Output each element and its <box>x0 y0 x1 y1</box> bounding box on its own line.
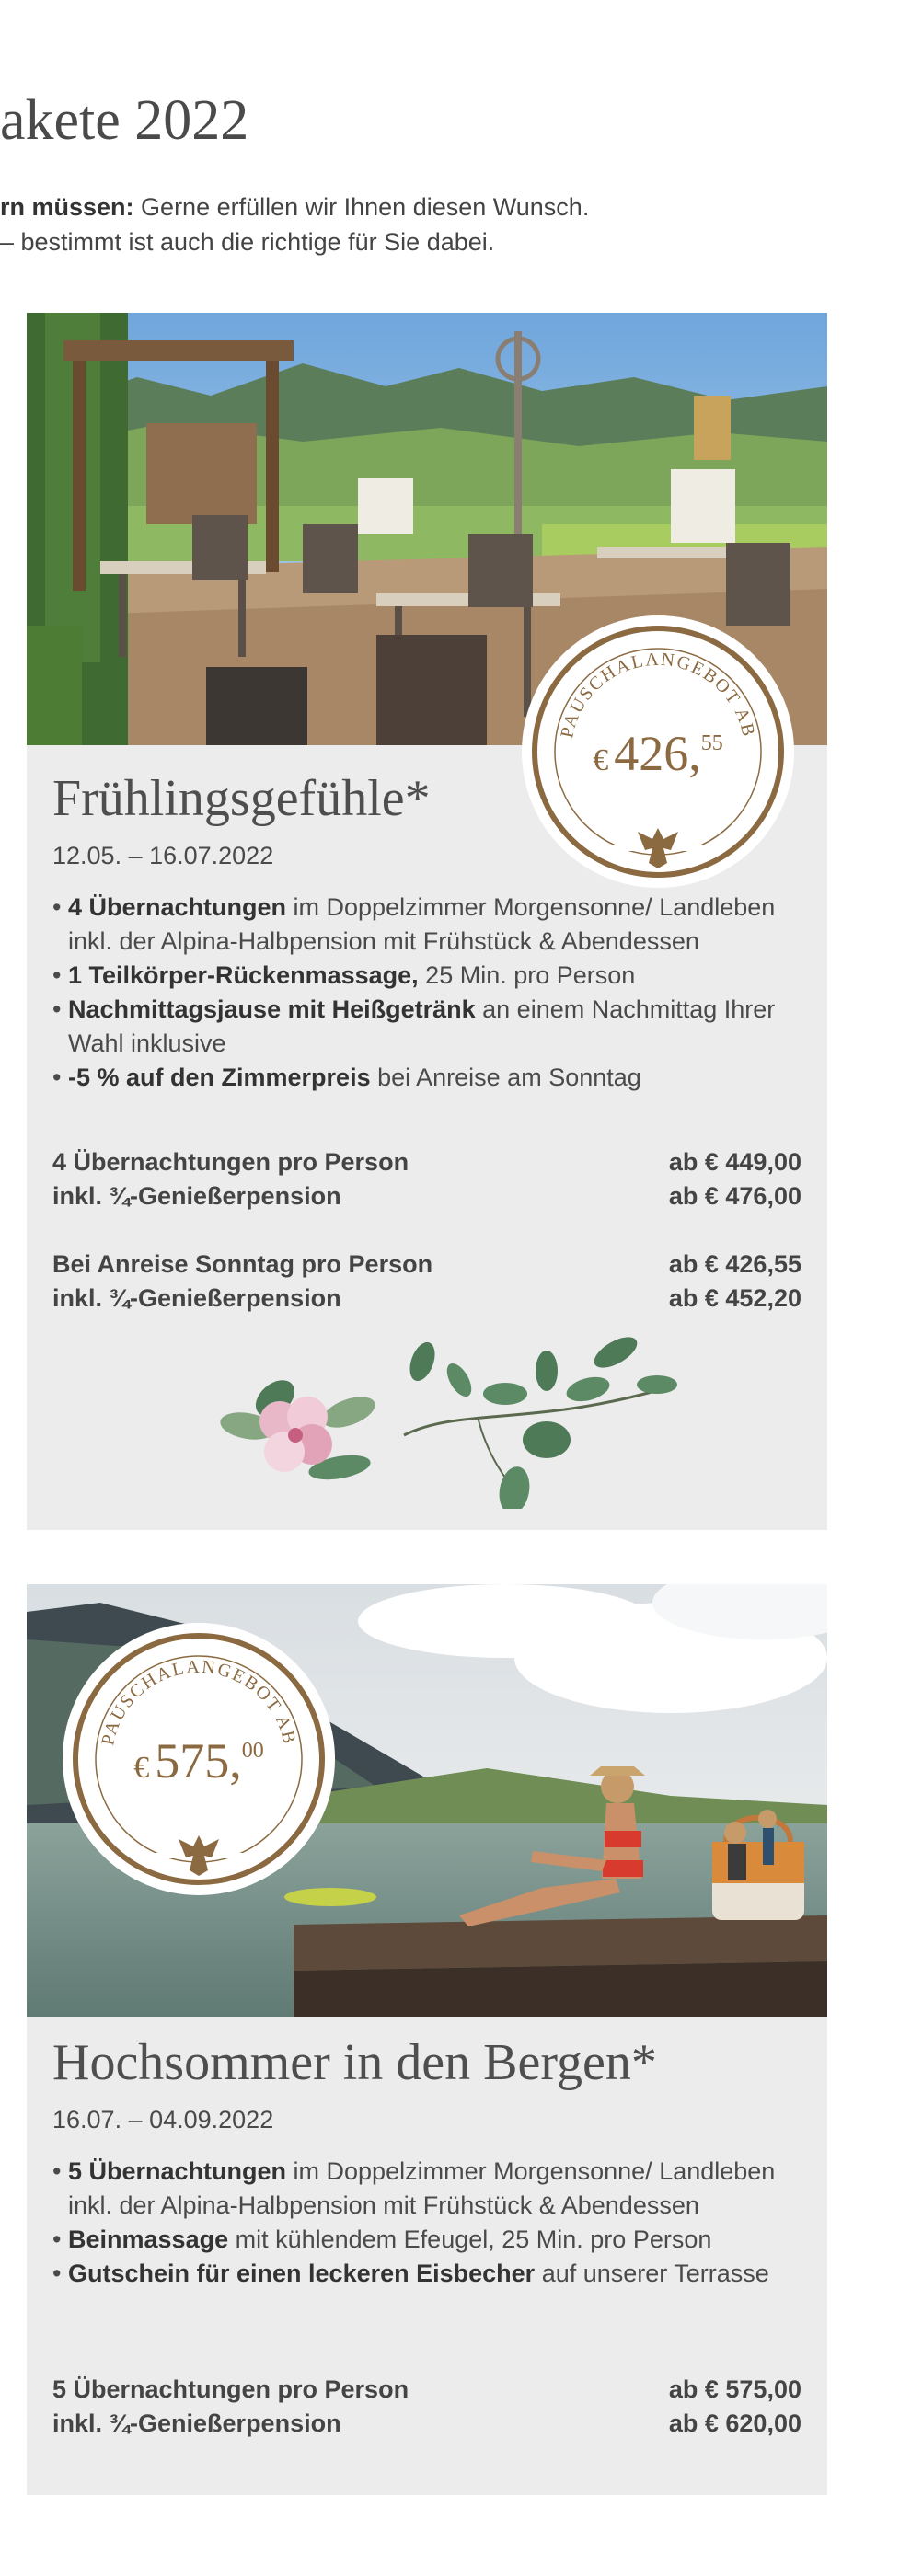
page-heading: akete 2022 <box>0 89 249 152</box>
package-dates: 16.07. – 04.09.2022 <box>52 2106 274 2133</box>
package-inclusions <box>52 2155 816 2291</box>
list-item: • Beinmassage mit kühlendem Efeugel, 25 Min. pro Person <box>52 2223 816 2257</box>
price-row: inkl. ¾-Genießerpension ab € 620,00 <box>52 2409 801 2437</box>
price-table <box>52 2373 801 2441</box>
price-row: 4 Übernachtungen pro Person ab € 449,00 <box>52 1148 801 1176</box>
price-row: inkl. ¾-Genießerpension ab € 452,20 <box>52 1284 801 1312</box>
price-row: 5 Übernachtungen pro Person ab € 575,00 <box>52 2375 801 2403</box>
package-dates: 12.05. – 16.07.2022 <box>52 842 274 869</box>
price-seal <box>520 614 796 890</box>
price-row: Bei Anreise Sonntag pro Person ab € 426,55 <box>52 1250 801 1278</box>
list-item: • Gutschein für einen leckeren Eisbecher auf unserer Terrasse <box>52 2257 816 2291</box>
list-item: • 4 Übernachtungen im Doppelzimmer Morgensonne/ Landleben inkl. der Alpina-Halbpension mit Frühstück & Abendessen <box>52 891 816 959</box>
intro-bold: rn müssen: <box>0 193 134 221</box>
blossom-illustration <box>183 1325 698 1509</box>
list-item: • 1 Teilkörper-Rückenmassage, 25 Min. pro Person <box>52 959 816 993</box>
seal-arc-text: PAUSCHALANGEBOT AB <box>557 649 759 741</box>
list-item: • 5 Übernachtungen im Doppelzimmer Morgensonne/ Landleben inkl. der Alpina-Halbpension mit Frühstück & Abendessen <box>52 2155 816 2223</box>
list-item: • Nachmittagsjause mit Heißgetränk an einem Nachmittag Ihrer Wahl inklusive <box>52 993 816 1061</box>
intro-line-2: – bestimmt ist auch die richtige für Sie dabei. <box>0 228 495 256</box>
package-card-summer <box>27 1584 827 2495</box>
price-table <box>52 1145 801 1316</box>
intro-line-1: Gerne erfüllen wir Ihnen diesen Wunsch. <box>133 193 590 221</box>
package-title: Hochsommer in den Bergen* <box>52 2034 657 2091</box>
package-inclusions <box>52 891 816 1095</box>
price-seal <box>61 1621 337 1897</box>
seal-arc-text: PAUSCHALANGEBOT AB <box>98 1656 300 1748</box>
seal-price: € 426,55 <box>593 726 723 781</box>
seal-price: € 575,00 <box>133 1733 264 1788</box>
package-title: Frühlingsgefühle* <box>52 770 431 827</box>
intro-text <box>0 190 589 259</box>
price-row: inkl. ¾-Genießerpension ab € 476,00 <box>52 1182 801 1210</box>
list-item: • -5 % auf den Zimmerpreis bei Anreise am Sonntag <box>52 1061 816 1095</box>
package-card-spring <box>27 313 827 1530</box>
